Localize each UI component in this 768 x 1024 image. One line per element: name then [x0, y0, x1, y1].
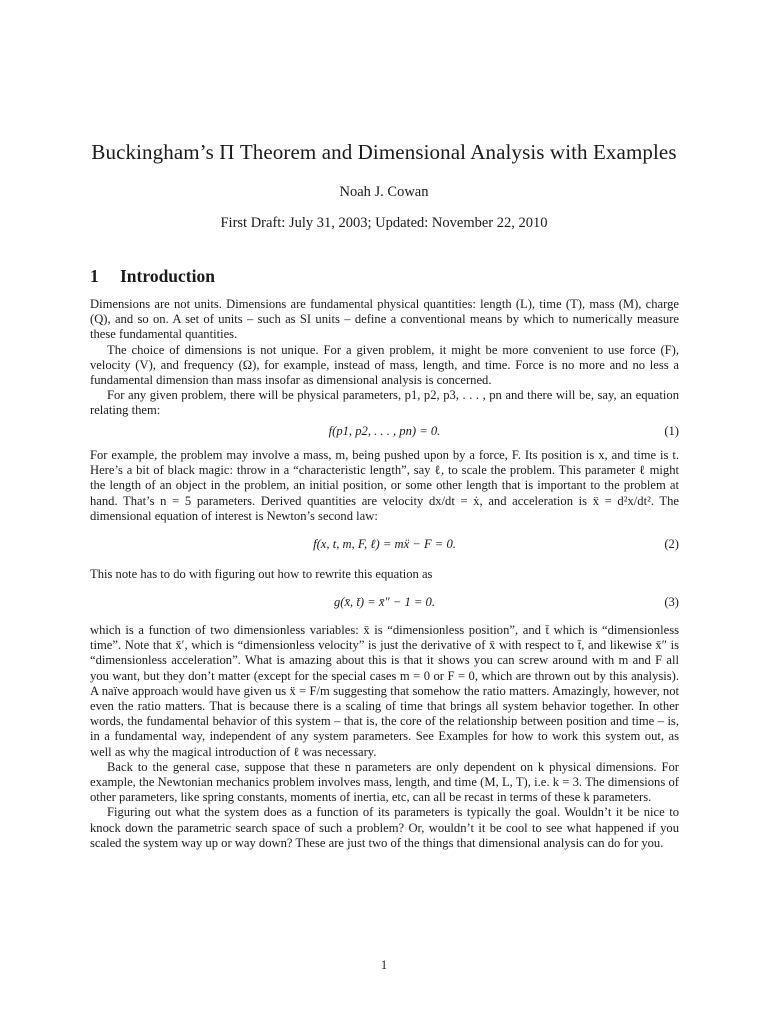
- body-block-c: [90, 567, 679, 582]
- equation-3-expr: g(x̄, t̄) = x̄″ − 1 = 0.: [333, 595, 436, 609]
- equation-2: [90, 537, 679, 555]
- paper-author: Noah J. Cowan: [339, 184, 429, 200]
- equation-2-tag: (2): [664, 537, 679, 551]
- paper-title: Buckingham’s Π Theorem and Dimensional Analysis with Examples: [91, 140, 677, 164]
- paper-dates: First Draft: July 31, 2003; Updated: November 22, 2010: [220, 215, 548, 231]
- paragraph-7: Back to the general case, suppose that these n parameters are only dependent on k physical dimensions. For example, the Newtonian mechanics problem involves mass, length, and time (M, L, T), i.e. k = 3. The dimensions of other parameters, like spring constants, moments of inertia, etc, can all be recast in terms of these k parameters.: [90, 759, 679, 805]
- paragraph-8: Figuring out what the system does as a function of its parameters is typically the goal. Wouldn’t it be nice to knock down the parametric search space of such a problem? Or, wouldn’t it be cool to see what happened if you scaled the system way up or way down? These are just two of the things that dimensional analysis can do for you.: [90, 805, 679, 850]
- body-block-b: [90, 448, 679, 524]
- body-block-a: [90, 297, 679, 419]
- equation-1: [90, 424, 679, 442]
- equation-1-expr: f(p1, p2, . . . , pn) = 0.: [328, 424, 441, 438]
- body-block-d: [90, 623, 679, 851]
- paragraph-1: Dimensions are not units. Dimensions are fundamental physical quantities: length (L), time (T), mass (M), charge (Q), and so on. A set of units – such as SI units – define a conventional means by which to numerically measure these fundamental quantities.: [90, 297, 679, 342]
- paragraph-5: This note has to do with figuring out how to rewrite this equation as: [90, 567, 433, 581]
- equation-1-tag: (1): [664, 424, 679, 438]
- paragraph-3: For any given problem, there will be physical parameters, p1, p2, p3, . . . , pn and there will be, say, an equation relating them:: [90, 388, 679, 418]
- paragraph-4: For example, the problem may involve a mass, m, being pushed upon by a force, F. Its position is x, and time is t. Here’s a bit of black magic: throw in a “characteristic length”, say ℓ, to scale the problem. This parameter ℓ might the length of an object in the problem, an initial position, or some other length that is important to the problem at hand. That’s n = 5 parameters. Derived quantities are velocity dx/dt = ẋ, and acceleration is ẍ = d²x/dt². The dimensional equation of interest is Newton’s second law:: [90, 448, 679, 523]
- paragraph-2: The choice of dimensions is not unique. For a given problem, it might be more convenient to use force (F), velocity (V), and frequency (Ω), for example, instead of mass, length, and time. Force is no more and no less a fundamental dimension than mass insofar as dimensional analysis is concerned.: [90, 342, 679, 388]
- section-heading: [90, 266, 215, 287]
- section-number: 1: [90, 266, 99, 286]
- equation-3: [90, 595, 679, 613]
- page-number: 1: [380, 958, 388, 972]
- section-title: Introduction: [120, 266, 215, 286]
- paragraph-6: which is a function of two dimensionless variables: x̄ is “dimensionless position”, and t̄ which is “dimensionless time”. Note that x̄′, which is “dimensionless velocity” is just the derivative of x̄ with respect to t̄, and likewise x̄″ is “dimensionless acceleration”. What is amazing about this is that it shows you can screw around with m and F all you want, but they don’t matter (except for the special cases m = 0 or F = 0, which are thrown out by this analysis). A naïve approach would have given us ẍ = F/m suggesting that somehow the ratio matters. Amazingly, however, not even the ratio matters. That is because there is a scaling of time that brings all system behavior together. In other words, the fundamental behavior of this system – that is, the core of the relationship between position and time – is, in a fundamental way, independent of any system parameters. See Examples for how to work this system out, as well as why the magical introduction of ℓ was necessary.: [90, 623, 679, 759]
- equation-2-expr: f(x, t, m, F, ℓ) = mẍ − F = 0.: [313, 537, 456, 551]
- equation-3-tag: (3): [664, 595, 679, 609]
